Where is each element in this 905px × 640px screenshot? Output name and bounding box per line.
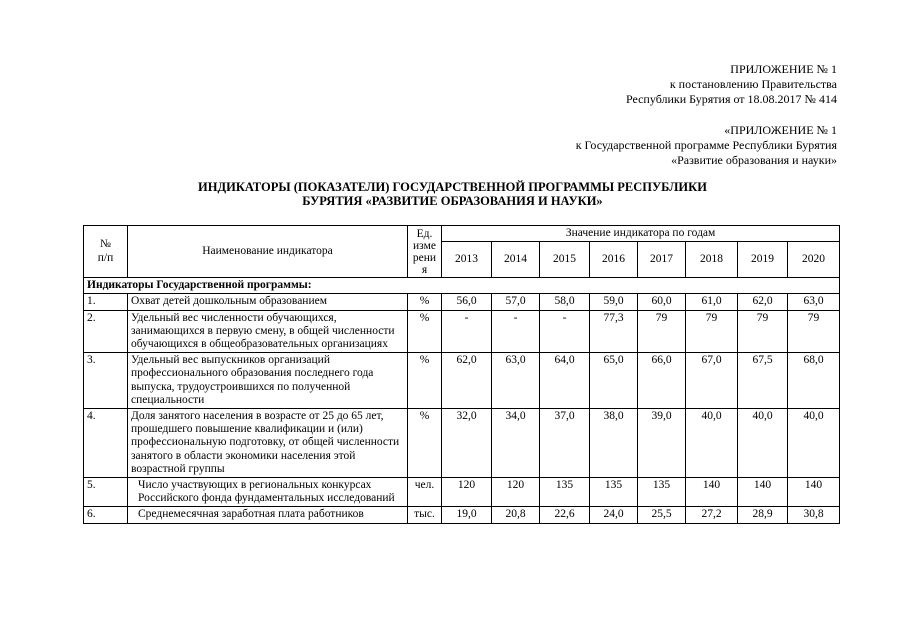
indicator-value: 37,0	[540, 409, 590, 478]
indicator-value: 63,0	[788, 294, 840, 310]
col-header-values: Значение индикатора по годам	[442, 226, 840, 242]
indicator-value: 24,0	[590, 507, 638, 523]
row-number: 1.	[84, 294, 128, 310]
indicator-value: -	[540, 310, 590, 353]
appendix-header-line: ПРИЛОЖЕНИЕ № 1	[730, 62, 837, 76]
appendix-header-line: к постановлению Правительства	[669, 77, 837, 91]
indicator-value: 140	[788, 478, 840, 507]
program-header-line: к Государственной программе Республики Бурятия	[575, 138, 837, 152]
program-header-line: «ПРИЛОЖЕНИЕ № 1	[724, 123, 837, 137]
indicator-value: 140	[738, 478, 788, 507]
row-number: 2.	[84, 310, 128, 353]
indicator-value: 79	[738, 310, 788, 353]
appendix-header-line: Республики Бурятия от 18.08.2017 № 414	[625, 92, 837, 106]
table-row	[84, 478, 840, 507]
indicator-value: 79	[686, 310, 738, 353]
indicator-value: 62,0	[738, 294, 788, 310]
document-title-line: БУРЯТИЯ «РАЗВИТИЕ ОБРАЗОВАНИЯ И НАУКИ»	[302, 194, 603, 208]
year-header: 2014	[492, 242, 540, 278]
indicator-value: 19,0	[442, 507, 492, 523]
indicator-name: Доля занятого населения в возрасте от 25 до 65 лет, прошедшего повышение квалификации и (или) профессиональную подготовку, от общей численности занятого в области экономики населения этой возрастной группы	[128, 409, 408, 478]
indicator-value: 60,0	[638, 294, 686, 310]
indicator-value: 67,0	[686, 353, 738, 409]
indicator-value: 39,0	[638, 409, 686, 478]
section-header: Индикаторы Государственной программы:	[84, 278, 840, 294]
indicator-value: 65,0	[590, 353, 638, 409]
row-number: 6.	[84, 507, 128, 523]
indicator-value: 58,0	[540, 294, 590, 310]
indicator-value: 64,0	[540, 353, 590, 409]
col-header-name: Наименование индикатора	[128, 226, 408, 278]
col-header-num: № п/п	[84, 226, 128, 278]
indicator-unit: тыс.	[408, 507, 442, 523]
table-row	[84, 294, 840, 310]
indicator-value: 62,0	[442, 353, 492, 409]
indicator-name: Удельный вес численности обучающихся, занимающихся в первую смену, в общей численности обучающихся в общеобразовательных организациях	[128, 310, 408, 353]
indicator-value: 27,2	[686, 507, 738, 523]
year-header: 2017	[638, 242, 686, 278]
indicator-value: 34,0	[492, 409, 540, 478]
indicator-value: 56,0	[442, 294, 492, 310]
indicator-unit: чел.	[408, 478, 442, 507]
indicator-name: Охват детей дошкольным образованием	[128, 294, 408, 310]
indicator-value: 140	[686, 478, 738, 507]
indicator-value: -	[492, 310, 540, 353]
indicator-value: 57,0	[492, 294, 540, 310]
indicator-value: 120	[442, 478, 492, 507]
indicator-name: Число участвующих в региональных конкурсах Российского фонда фундаментальных исследований	[128, 478, 408, 507]
indicator-unit: %	[408, 409, 442, 478]
indicator-value: 22,6	[540, 507, 590, 523]
indicator-name: Среднемесячная заработная плата работников	[128, 507, 408, 523]
year-header: 2016	[590, 242, 638, 278]
col-header-unit: Ед. изме рени я	[408, 226, 442, 278]
indicator-value: 135	[638, 478, 686, 507]
indicator-value: 28,9	[738, 507, 788, 523]
indicator-value: 66,0	[638, 353, 686, 409]
indicator-value: 20,8	[492, 507, 540, 523]
indicator-value: 63,0	[492, 353, 540, 409]
indicator-value: 38,0	[590, 409, 638, 478]
year-header: 2018	[686, 242, 738, 278]
indicator-value: 59,0	[590, 294, 638, 310]
indicator-unit: %	[408, 353, 442, 409]
indicator-value: 120	[492, 478, 540, 507]
year-header: 2015	[540, 242, 590, 278]
table-row	[84, 310, 840, 353]
indicator-value: 79	[788, 310, 840, 353]
indicator-value: 68,0	[788, 353, 840, 409]
indicator-value: 30,8	[788, 507, 840, 523]
indicator-unit: %	[408, 310, 442, 353]
table-row	[84, 409, 840, 478]
indicator-value: 40,0	[788, 409, 840, 478]
indicator-value: 61,0	[686, 294, 738, 310]
table-row	[84, 353, 840, 409]
indicator-unit: %	[408, 294, 442, 310]
program-header-line: «Развитие образования и науки»	[671, 153, 837, 167]
indicator-value: 77,3	[590, 310, 638, 353]
indicators-table	[83, 225, 840, 524]
indicator-value: -	[442, 310, 492, 353]
indicator-value: 135	[540, 478, 590, 507]
year-header: 2020	[788, 242, 840, 278]
program-appendix-header	[576, 123, 837, 168]
year-header: 2013	[442, 242, 492, 278]
indicator-value: 135	[590, 478, 638, 507]
document-title-line: ИНДИКАТОРЫ (ПОКАЗАТЕЛИ) ГОСУДАРСТВЕННОЙ ПРОГРАММЫ РЕСПУБЛИКИ	[198, 180, 707, 194]
document-title	[0, 180, 905, 208]
indicator-value: 40,0	[686, 409, 738, 478]
row-number: 4.	[84, 409, 128, 478]
indicator-value: 25,5	[638, 507, 686, 523]
indicator-value: 67,5	[738, 353, 788, 409]
indicator-name: Удельный вес выпускников организаций профессионального образования последнего года выпуска, трудоустроившихся по полученной специальности	[128, 353, 408, 409]
appendix-header	[626, 62, 837, 107]
indicator-value: 79	[638, 310, 686, 353]
indicator-value: 32,0	[442, 409, 492, 478]
row-number: 5.	[84, 478, 128, 507]
row-number: 3.	[84, 353, 128, 409]
year-header: 2019	[738, 242, 788, 278]
table-row	[84, 507, 840, 523]
indicator-value: 40,0	[738, 409, 788, 478]
